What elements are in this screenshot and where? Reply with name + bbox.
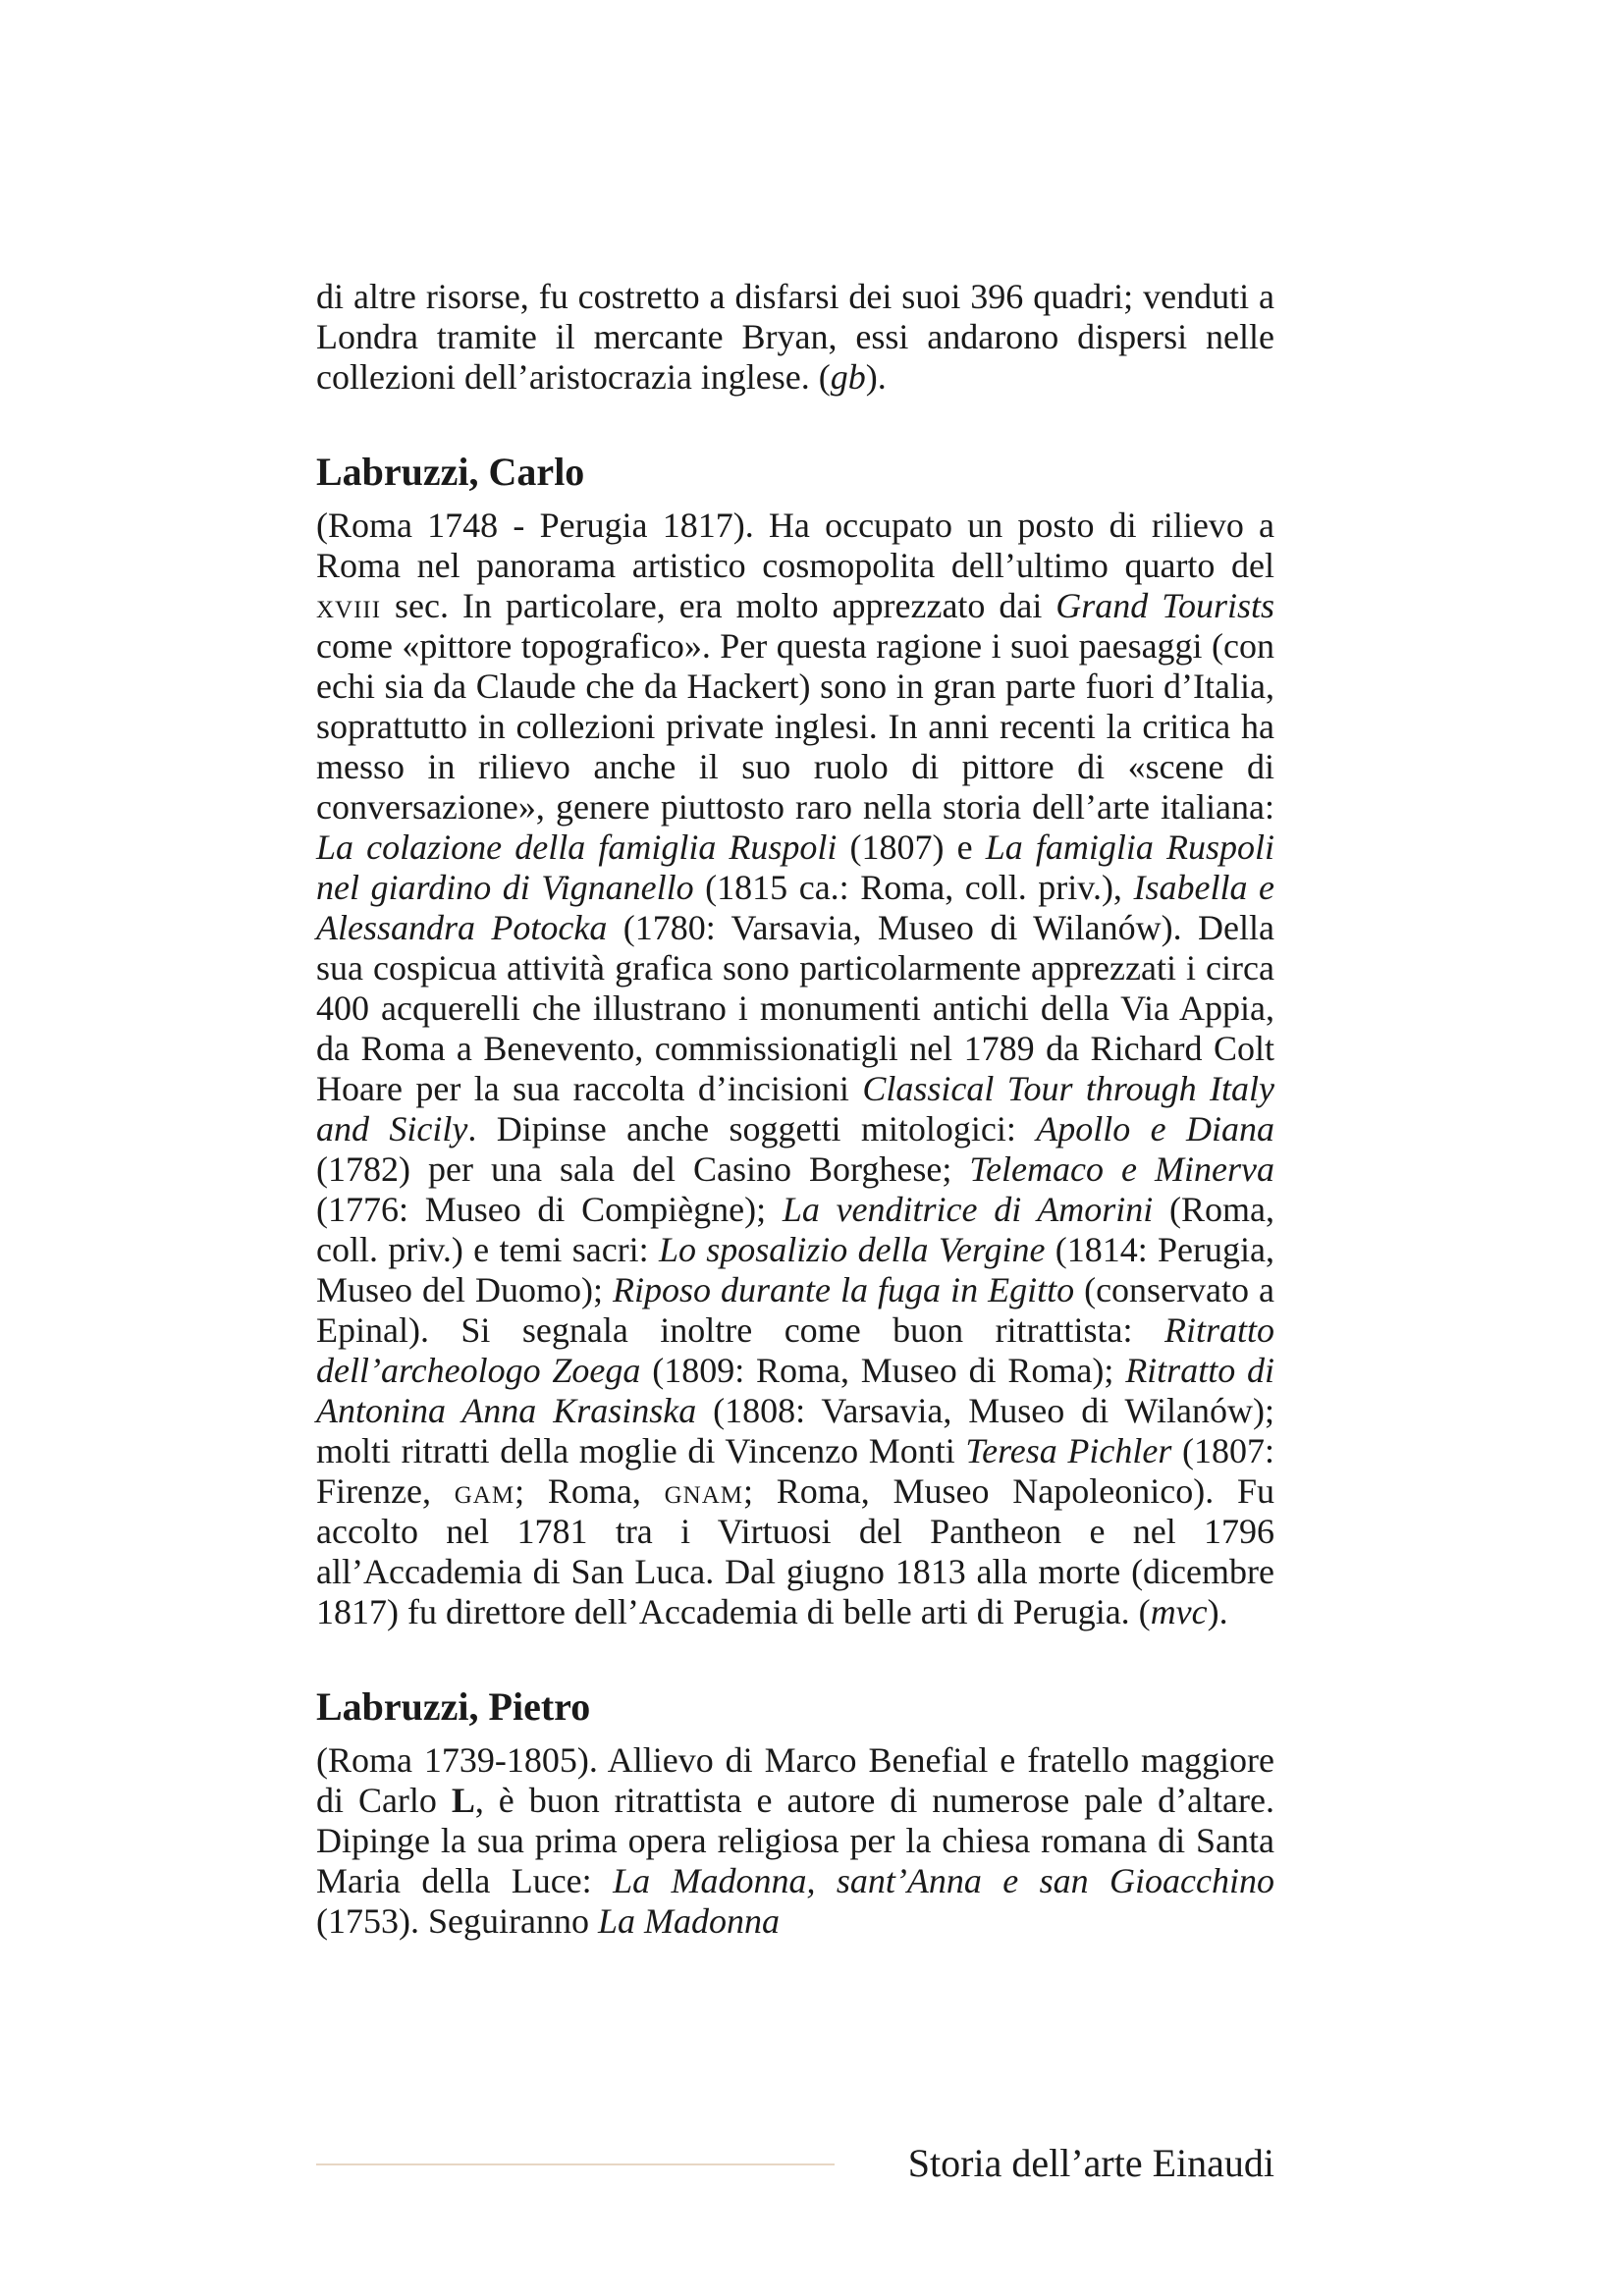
text-run: (1809: Roma, Museo di Roma); <box>640 1351 1126 1390</box>
work-title: Riposo durante la fuga in Egitto <box>613 1270 1075 1309</box>
work-title: Isabella e Alessandra Potocka <box>316 868 1275 947</box>
text-run: (1807: Firenze, <box>316 1431 1274 1511</box>
text-run: ; Roma, Museo Napoleonico). Fu accolto nel 1781 tra i Virtuosi del Pantheon e nel 1796 all’Accademia di San Luca. Dal giugno 1813 alla morte (dicembre 1817) fu direttore dell’Accademia di belle arti di Perugia. ( <box>316 1471 1274 1631</box>
work-title: La venditrice di Amorini <box>782 1190 1154 1229</box>
text-run: sec. In particolare, era molto apprezzato dai <box>381 586 1056 625</box>
work-title: La famiglia Ruspoli nel giardino di Vignanello <box>316 828 1274 907</box>
text-run: come «pittore topografico». Per questa ragione i suoi paesaggi (con echi sia da Claude che da Hackert) sono in gran parte fuori d’Italia, soprattutto in collezioni private inglesi. In anni recenti la critica ha messo in rilievo anche il suo ruolo di pittore di «scene di conversazione», genere piuttosto raro nella storia dell’arte italiana: <box>316 626 1274 827</box>
work-title: La Madonna <box>597 1901 780 1941</box>
work-title: Classical Tour through Italy and Sicily <box>316 1069 1274 1148</box>
text-run: (1815 ca.: Roma, coll. priv.), <box>693 868 1134 907</box>
text-run: , è buon ritrattista e autore di numerose pale d’altare. Dipinge la sua prima opera religiosa per la chiesa romana di Santa Maria della Luce: <box>316 1781 1274 1900</box>
text-run: (1753). Seguiranno <box>316 1901 598 1941</box>
entry-paragraph-pietro <box>316 1740 1274 1942</box>
italic-term: Grand Tourists <box>1055 586 1274 625</box>
abbreviation-gnam: gnam <box>664 1471 743 1511</box>
author-initials: gb <box>830 357 866 397</box>
work-title: Apollo e Diana <box>1036 1109 1274 1148</box>
text-run: (Roma 1739-1805). Allievo di Marco Benefial e fratello maggiore di Carlo <box>316 1740 1274 1820</box>
entry-heading-carlo: Labruzzi, Carlo <box>316 450 585 494</box>
intro-paragraph <box>316 277 1274 398</box>
page-body <box>316 277 1274 1942</box>
text-run: . Dipinse anche soggetti mitologici: <box>467 1109 1037 1148</box>
text-run: ). <box>1207 1592 1228 1631</box>
text-run: (conservato a Epinal). Si segnala inoltre come buon ritrattista: <box>316 1270 1275 1350</box>
text-run: ; Roma, <box>514 1471 665 1511</box>
work-title: La colazione della famiglia Ruspoli <box>316 828 838 867</box>
text-run: (1808: Varsavia, Museo di Wilanów); molti ritratti della moglie di Vincenzo Monti <box>316 1391 1275 1470</box>
text-run: (1780: Varsavia, Museo di Wilanów). Della sua cospicua attività grafica sono particolarmente apprezzati i circa 400 acquerelli che illustrano i monumenti antichi della Via Appia, da Roma a Benevento, commissionatigli nel 1789 da Richard Colt Hoare per la sua raccolta d’incisioni <box>316 908 1274 1108</box>
text-run: (1776: Museo di Compiègne); <box>316 1190 783 1229</box>
text-run: (1782) per una sala del Casino Borghese; <box>316 1149 970 1189</box>
footer-title: Storia dell’arte Einaudi <box>907 2141 1274 2185</box>
text-run: (1807) e <box>837 828 986 867</box>
author-initials: mvc <box>1150 1592 1208 1631</box>
work-title: Lo sposalizio della Vergine <box>658 1230 1046 1269</box>
cross-reference: L <box>451 1781 475 1820</box>
work-title: Telemaco e Minerva <box>969 1149 1274 1189</box>
work-title: Ritratto dell’archeologo Zoega <box>316 1310 1274 1390</box>
intro-end: ). <box>865 357 887 397</box>
work-title: La Madonna, sant’Anna e san Gioacchino <box>613 1861 1274 1900</box>
text-run: (Roma, coll. priv.) e temi sacri: <box>316 1190 1274 1269</box>
work-title: Teresa Pichler <box>965 1431 1172 1470</box>
entry-heading-pietro: Labruzzi, Pietro <box>316 1684 591 1729</box>
work-title: Ritratto di Antonina Anna Krasinska <box>316 1351 1274 1430</box>
footer-rule <box>316 2163 835 2165</box>
century-numeral: xviii <box>316 586 382 625</box>
abbreviation-gam: gam <box>454 1471 515 1511</box>
text-run: (Roma 1748 - Perugia 1817). Ha occupato un posto di rilievo a Roma nel panorama artistico cosmopolita dell’ultimo quarto del <box>316 506 1274 585</box>
text-run: (1814: Perugia, Museo del Duomo); <box>316 1230 1274 1309</box>
intro-text: di altre risorse, fu costretto a disfarsi dei suoi 396 quadri; venduti a Londra tramite il mercante Bryan, essi andarono dispersi nelle collezioni dell’aristocrazia inglese. ( <box>316 277 1274 397</box>
entry-paragraph-carlo <box>316 506 1274 1632</box>
